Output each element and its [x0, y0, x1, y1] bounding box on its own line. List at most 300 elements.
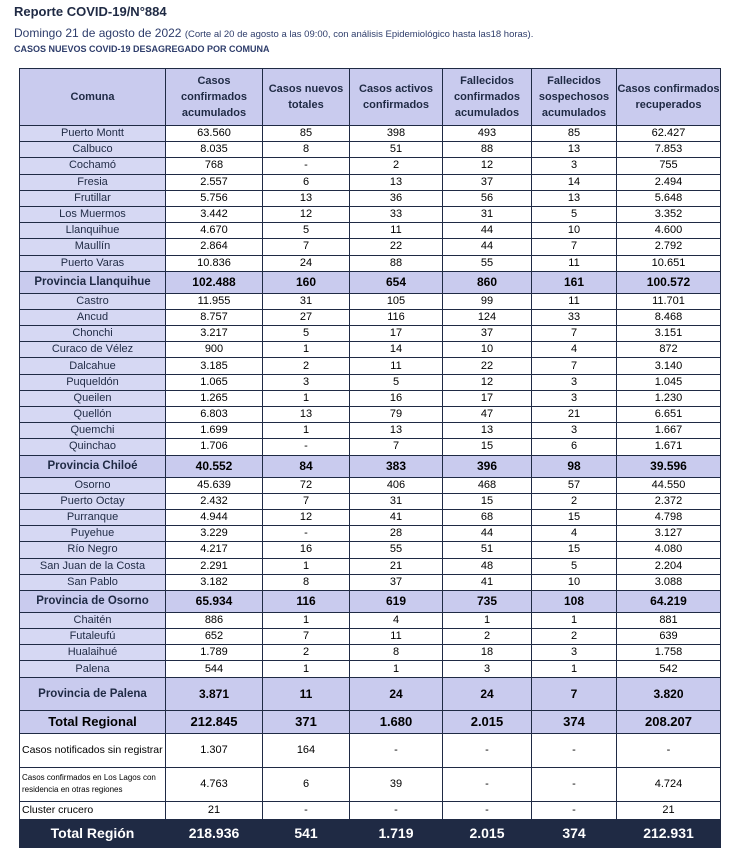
- table-cell: 768: [166, 158, 263, 174]
- table-cell: 160: [263, 271, 350, 293]
- table-cell: 212.845: [166, 710, 263, 733]
- table-cell: 44.550: [617, 477, 721, 493]
- table-cell: 541: [263, 819, 350, 847]
- table-cell: 2: [350, 158, 443, 174]
- row-label: Los Muermos: [20, 206, 166, 222]
- comuna-row: [20, 526, 721, 542]
- table-cell: 7: [532, 358, 617, 374]
- table-cell: 4.763: [166, 767, 263, 801]
- table-cell: 5: [532, 558, 617, 574]
- comuna-row: [20, 661, 721, 677]
- extra-row: [20, 733, 721, 767]
- table-cell: 6: [263, 174, 350, 190]
- table-cell: 13: [532, 142, 617, 158]
- row-label: Provincia de Osorno: [20, 590, 166, 612]
- table-cell: 100.572: [617, 271, 721, 293]
- table-cell: 542: [617, 661, 721, 677]
- table-cell: 3.229: [166, 526, 263, 542]
- table-cell: 64.219: [617, 590, 721, 612]
- table-cell: 13: [350, 174, 443, 190]
- row-label: Total Región: [20, 819, 166, 847]
- grand-total-row: [20, 819, 721, 847]
- table-cell: 1: [263, 612, 350, 628]
- table-cell: 10: [532, 574, 617, 590]
- table-cell: 3: [532, 374, 617, 390]
- table-cell: 11: [532, 255, 617, 271]
- table-cell: 6.803: [166, 407, 263, 423]
- table-cell: 105: [350, 293, 443, 309]
- table-cell: 11: [263, 677, 350, 710]
- table-cell: 68: [443, 509, 532, 525]
- table-body: [20, 126, 721, 848]
- table-cell: 4: [350, 612, 443, 628]
- table-cell: 4.798: [617, 509, 721, 525]
- table-cell: 3.442: [166, 206, 263, 222]
- table-cell: 56: [443, 190, 532, 206]
- row-label: Cochamó: [20, 158, 166, 174]
- column-header-comuna: Comuna: [20, 69, 166, 126]
- table-cell: 1.719: [350, 819, 443, 847]
- table-cell: 1: [532, 661, 617, 677]
- table-cell: 63.560: [166, 126, 263, 142]
- table-cell: 1.307: [166, 733, 263, 767]
- table-cell: 2: [263, 358, 350, 374]
- table-cell: 1: [263, 558, 350, 574]
- table-cell: 40.552: [166, 455, 263, 477]
- row-label: Cluster crucero: [20, 801, 166, 819]
- comuna-row: [20, 558, 721, 574]
- table-cell: 735: [443, 590, 532, 612]
- table-cell: 18: [443, 645, 532, 661]
- table-cell: 31: [350, 493, 443, 509]
- table-cell: 218.936: [166, 819, 263, 847]
- column-header: Casos confirmados recuperados: [617, 69, 721, 126]
- table-cell: 33: [532, 309, 617, 325]
- row-label: San Pablo: [20, 574, 166, 590]
- comuna-row: [20, 239, 721, 255]
- row-label: Ancud: [20, 309, 166, 325]
- row-label: Provincia de Palena: [20, 677, 166, 710]
- table-cell: 881: [617, 612, 721, 628]
- row-label: Quellón: [20, 407, 166, 423]
- covid-cases-table: [19, 68, 721, 848]
- table-cell: 3.820: [617, 677, 721, 710]
- table-cell: 1.667: [617, 423, 721, 439]
- table-cell: -: [263, 801, 350, 819]
- table-cell: 88: [350, 255, 443, 271]
- comuna-row: [20, 612, 721, 628]
- comuna-row: [20, 255, 721, 271]
- row-label: Castro: [20, 293, 166, 309]
- province-total-row: [20, 677, 721, 710]
- comuna-row: [20, 190, 721, 206]
- row-label: Chonchi: [20, 326, 166, 342]
- table-cell: 544: [166, 661, 263, 677]
- table-cell: 468: [443, 477, 532, 493]
- table-cell: 37: [443, 326, 532, 342]
- table-cell: 654: [350, 271, 443, 293]
- table-cell: 116: [263, 590, 350, 612]
- table-cell: 11: [350, 223, 443, 239]
- table-cell: 374: [532, 819, 617, 847]
- comuna-row: [20, 293, 721, 309]
- row-label: Fresia: [20, 174, 166, 190]
- table-cell: 5: [532, 206, 617, 222]
- table-cell: 5: [263, 326, 350, 342]
- table-cell: 1: [263, 342, 350, 358]
- table-cell: 2.372: [617, 493, 721, 509]
- table-cell: -: [532, 733, 617, 767]
- table-cell: 2: [263, 645, 350, 661]
- table-cell: 4.600: [617, 223, 721, 239]
- table-cell: 371: [263, 710, 350, 733]
- table-cell: 99: [443, 293, 532, 309]
- table-cell: 374: [532, 710, 617, 733]
- table-cell: 7: [532, 677, 617, 710]
- table-cell: 62.427: [617, 126, 721, 142]
- column-header: Fallecidos sospechosos acumulados: [532, 69, 617, 126]
- table-cell: -: [617, 733, 721, 767]
- row-label: Frutillar: [20, 190, 166, 206]
- table-header-row: [20, 69, 721, 126]
- table-cell: 98: [532, 455, 617, 477]
- table-cell: 31: [263, 293, 350, 309]
- comuna-row: [20, 326, 721, 342]
- table-cell: 11: [532, 293, 617, 309]
- table-cell: 3.871: [166, 677, 263, 710]
- table-cell: 21: [617, 801, 721, 819]
- table-cell: 8.468: [617, 309, 721, 325]
- row-label: Puyehue: [20, 526, 166, 542]
- table-cell: 11.955: [166, 293, 263, 309]
- table-cell: 2.204: [617, 558, 721, 574]
- row-label: Hualaihué: [20, 645, 166, 661]
- table-cell: 44: [443, 526, 532, 542]
- table-cell: 12: [263, 206, 350, 222]
- row-label: Dalcahue: [20, 358, 166, 374]
- table-cell: 15: [532, 542, 617, 558]
- table-cell: 1.671: [617, 439, 721, 455]
- table-cell: 85: [532, 126, 617, 142]
- row-label: Quemchi: [20, 423, 166, 439]
- table-cell: 3.151: [617, 326, 721, 342]
- table-cell: 8.035: [166, 142, 263, 158]
- table-cell: 1.789: [166, 645, 263, 661]
- table-cell: 4: [532, 526, 617, 542]
- table-cell: 44: [443, 223, 532, 239]
- table-cell: 31: [443, 206, 532, 222]
- comuna-row: [20, 509, 721, 525]
- table-cell: 2.494: [617, 174, 721, 190]
- table-cell: 10.836: [166, 255, 263, 271]
- table-cell: 6.651: [617, 407, 721, 423]
- table-cell: 1.265: [166, 390, 263, 406]
- table-cell: 1.045: [617, 374, 721, 390]
- table-cell: 1: [532, 612, 617, 628]
- table-cell: -: [443, 767, 532, 801]
- table-cell: 37: [443, 174, 532, 190]
- table-cell: -: [350, 801, 443, 819]
- comuna-row: [20, 158, 721, 174]
- table-cell: 161: [532, 271, 617, 293]
- row-label: Río Negro: [20, 542, 166, 558]
- table-cell: 3: [532, 390, 617, 406]
- comuna-row: [20, 390, 721, 406]
- table-cell: 13: [350, 423, 443, 439]
- table-cell: 3.352: [617, 206, 721, 222]
- comuna-row: [20, 309, 721, 325]
- table-cell: 860: [443, 271, 532, 293]
- table-cell: 3: [532, 645, 617, 661]
- table-cell: 14: [350, 342, 443, 358]
- table-cell: 116: [350, 309, 443, 325]
- table-cell: 39: [350, 767, 443, 801]
- table-cell: 21: [350, 558, 443, 574]
- table-cell: 1: [263, 423, 350, 439]
- table-cell: -: [532, 801, 617, 819]
- row-label: Curaco de Vélez: [20, 342, 166, 358]
- table-cell: 8: [263, 574, 350, 590]
- report-title: Reporte COVID-19/N°884: [14, 4, 167, 19]
- table-cell: 36: [350, 190, 443, 206]
- table-cell: 41: [443, 574, 532, 590]
- row-label: Purranque: [20, 509, 166, 525]
- table-cell: 10: [532, 223, 617, 239]
- table-cell: 28: [350, 526, 443, 542]
- table-cell: 57: [532, 477, 617, 493]
- table-cell: 48: [443, 558, 532, 574]
- table-cell: 2.291: [166, 558, 263, 574]
- table-cell: 13: [263, 190, 350, 206]
- table-cell: -: [443, 733, 532, 767]
- table-cell: 7.853: [617, 142, 721, 158]
- table-cell: 872: [617, 342, 721, 358]
- column-header: Casos confirmados acumulados: [166, 69, 263, 126]
- column-header: Casos activos confirmados: [350, 69, 443, 126]
- table-cell: 493: [443, 126, 532, 142]
- table-cell: 41: [350, 509, 443, 525]
- table-cell: 755: [617, 158, 721, 174]
- table-cell: 3: [263, 374, 350, 390]
- table-cell: 51: [443, 542, 532, 558]
- table-cell: 7: [532, 239, 617, 255]
- table-cell: 2: [443, 629, 532, 645]
- table-cell: 12: [443, 374, 532, 390]
- table-cell: 619: [350, 590, 443, 612]
- comuna-row: [20, 174, 721, 190]
- comuna-row: [20, 358, 721, 374]
- table-cell: 11: [350, 629, 443, 645]
- table-cell: 3.182: [166, 574, 263, 590]
- table-cell: 3.140: [617, 358, 721, 374]
- comuna-row: [20, 629, 721, 645]
- table-cell: 7: [350, 439, 443, 455]
- table-cell: 2.864: [166, 239, 263, 255]
- table-cell: 2.015: [443, 819, 532, 847]
- table-cell: 11: [350, 358, 443, 374]
- table-cell: 2.557: [166, 174, 263, 190]
- table-cell: -: [263, 526, 350, 542]
- table-cell: 13: [263, 407, 350, 423]
- table-cell: 15: [443, 439, 532, 455]
- extra-row: [20, 801, 721, 819]
- table-cell: 1.230: [617, 390, 721, 406]
- table-cell: 102.488: [166, 271, 263, 293]
- comuna-row: [20, 574, 721, 590]
- table-cell: 2.015: [443, 710, 532, 733]
- table-cell: 10: [443, 342, 532, 358]
- table-cell: 24: [443, 677, 532, 710]
- table-cell: 1.758: [617, 645, 721, 661]
- comuna-row: [20, 342, 721, 358]
- table-cell: 2.432: [166, 493, 263, 509]
- table-cell: 3.185: [166, 358, 263, 374]
- table-subheading: CASOS NUEVOS COVID-19 DESAGREGADO POR COMUNA: [14, 44, 270, 54]
- row-label: Puerto Octay: [20, 493, 166, 509]
- row-label: Puerto Montt: [20, 126, 166, 142]
- report-date: [14, 26, 533, 40]
- table-cell: 12: [263, 509, 350, 525]
- province-total-row: [20, 271, 721, 293]
- table-cell: -: [350, 733, 443, 767]
- table-cell: 1: [350, 661, 443, 677]
- table-cell: 3.088: [617, 574, 721, 590]
- report-date-main: Domingo 21 de agosto de 2022: [14, 26, 182, 40]
- table-cell: 12: [443, 158, 532, 174]
- row-label: Total Regional: [20, 710, 166, 733]
- table-cell: 8: [350, 645, 443, 661]
- table-cell: -: [263, 158, 350, 174]
- table-cell: 4.944: [166, 509, 263, 525]
- table-cell: 16: [263, 542, 350, 558]
- table-cell: 16: [350, 390, 443, 406]
- table-cell: 164: [263, 733, 350, 767]
- table-cell: 33: [350, 206, 443, 222]
- table-cell: 17: [443, 390, 532, 406]
- row-label: Calbuco: [20, 142, 166, 158]
- row-label: Maullín: [20, 239, 166, 255]
- table-cell: 85: [263, 126, 350, 142]
- table-cell: 900: [166, 342, 263, 358]
- table-cell: 21: [532, 407, 617, 423]
- table-cell: 7: [263, 239, 350, 255]
- table-cell: 13: [532, 190, 617, 206]
- table-cell: 3: [532, 423, 617, 439]
- row-label: Queilen: [20, 390, 166, 406]
- table-cell: 2: [532, 493, 617, 509]
- comuna-row: [20, 645, 721, 661]
- column-header: Casos nuevos totales: [263, 69, 350, 126]
- table-cell: 406: [350, 477, 443, 493]
- table-cell: -: [532, 767, 617, 801]
- row-label: Osorno: [20, 477, 166, 493]
- table-cell: 72: [263, 477, 350, 493]
- row-label: Chaitén: [20, 612, 166, 628]
- table-cell: 4.670: [166, 223, 263, 239]
- table-cell: 47: [443, 407, 532, 423]
- table-cell: 208.207: [617, 710, 721, 733]
- comuna-row: [20, 493, 721, 509]
- row-label: Futaleufú: [20, 629, 166, 645]
- row-label: Provincia Chiloé: [20, 455, 166, 477]
- table-cell: 15: [532, 509, 617, 525]
- table-cell: 398: [350, 126, 443, 142]
- comuna-row: [20, 542, 721, 558]
- province-total-row: [20, 455, 721, 477]
- column-header: Fallecidos confirmados acumulados: [443, 69, 532, 126]
- table-cell: 27: [263, 309, 350, 325]
- table-cell: 4.080: [617, 542, 721, 558]
- table-cell: 65.934: [166, 590, 263, 612]
- table-cell: 1.699: [166, 423, 263, 439]
- row-label: Llanquihue: [20, 223, 166, 239]
- table-cell: 39.596: [617, 455, 721, 477]
- table-cell: 5.648: [617, 190, 721, 206]
- table-cell: 5: [350, 374, 443, 390]
- table-cell: 6: [263, 767, 350, 801]
- table-cell: 55: [350, 542, 443, 558]
- table-cell: 108: [532, 590, 617, 612]
- table-cell: 1.706: [166, 439, 263, 455]
- table-cell: 45.639: [166, 477, 263, 493]
- table-cell: 2.792: [617, 239, 721, 255]
- table-cell: 1: [263, 390, 350, 406]
- comuna-row: [20, 374, 721, 390]
- row-label: Quinchao: [20, 439, 166, 455]
- row-label: Palena: [20, 661, 166, 677]
- table-cell: 84: [263, 455, 350, 477]
- comuna-row: [20, 477, 721, 493]
- table-cell: 44: [443, 239, 532, 255]
- table-cell: 2: [532, 629, 617, 645]
- comuna-row: [20, 423, 721, 439]
- table-cell: 3.127: [617, 526, 721, 542]
- table-cell: 55: [443, 255, 532, 271]
- regional-total-row: [20, 710, 721, 733]
- table-cell: 4.217: [166, 542, 263, 558]
- table-cell: 8.757: [166, 309, 263, 325]
- table-cell: 383: [350, 455, 443, 477]
- table-cell: 7: [532, 326, 617, 342]
- row-label: Puqueldón: [20, 374, 166, 390]
- comuna-row: [20, 223, 721, 239]
- comuna-row: [20, 407, 721, 423]
- table-cell: 7: [263, 629, 350, 645]
- table-cell: 79: [350, 407, 443, 423]
- comuna-row: [20, 206, 721, 222]
- table-cell: 1.680: [350, 710, 443, 733]
- comuna-row: [20, 439, 721, 455]
- row-label: Casos notificados sin registrar: [20, 733, 166, 767]
- table-cell: 10.651: [617, 255, 721, 271]
- table-cell: 396: [443, 455, 532, 477]
- table-cell: 5: [263, 223, 350, 239]
- table-cell: -: [263, 439, 350, 455]
- table-cell: 5.756: [166, 190, 263, 206]
- table-cell: 22: [350, 239, 443, 255]
- table-cell: 37: [350, 574, 443, 590]
- row-label: Puerto Varas: [20, 255, 166, 271]
- table-cell: 13: [443, 423, 532, 439]
- table-cell: 17: [350, 326, 443, 342]
- table-cell: 22: [443, 358, 532, 374]
- table-cell: 51: [350, 142, 443, 158]
- table-cell: 886: [166, 612, 263, 628]
- table-cell: 1: [443, 612, 532, 628]
- table-cell: 3: [443, 661, 532, 677]
- row-label: Casos confirmados en Los Lagos con residencia en otras regiones: [20, 767, 166, 801]
- table-cell: 24: [263, 255, 350, 271]
